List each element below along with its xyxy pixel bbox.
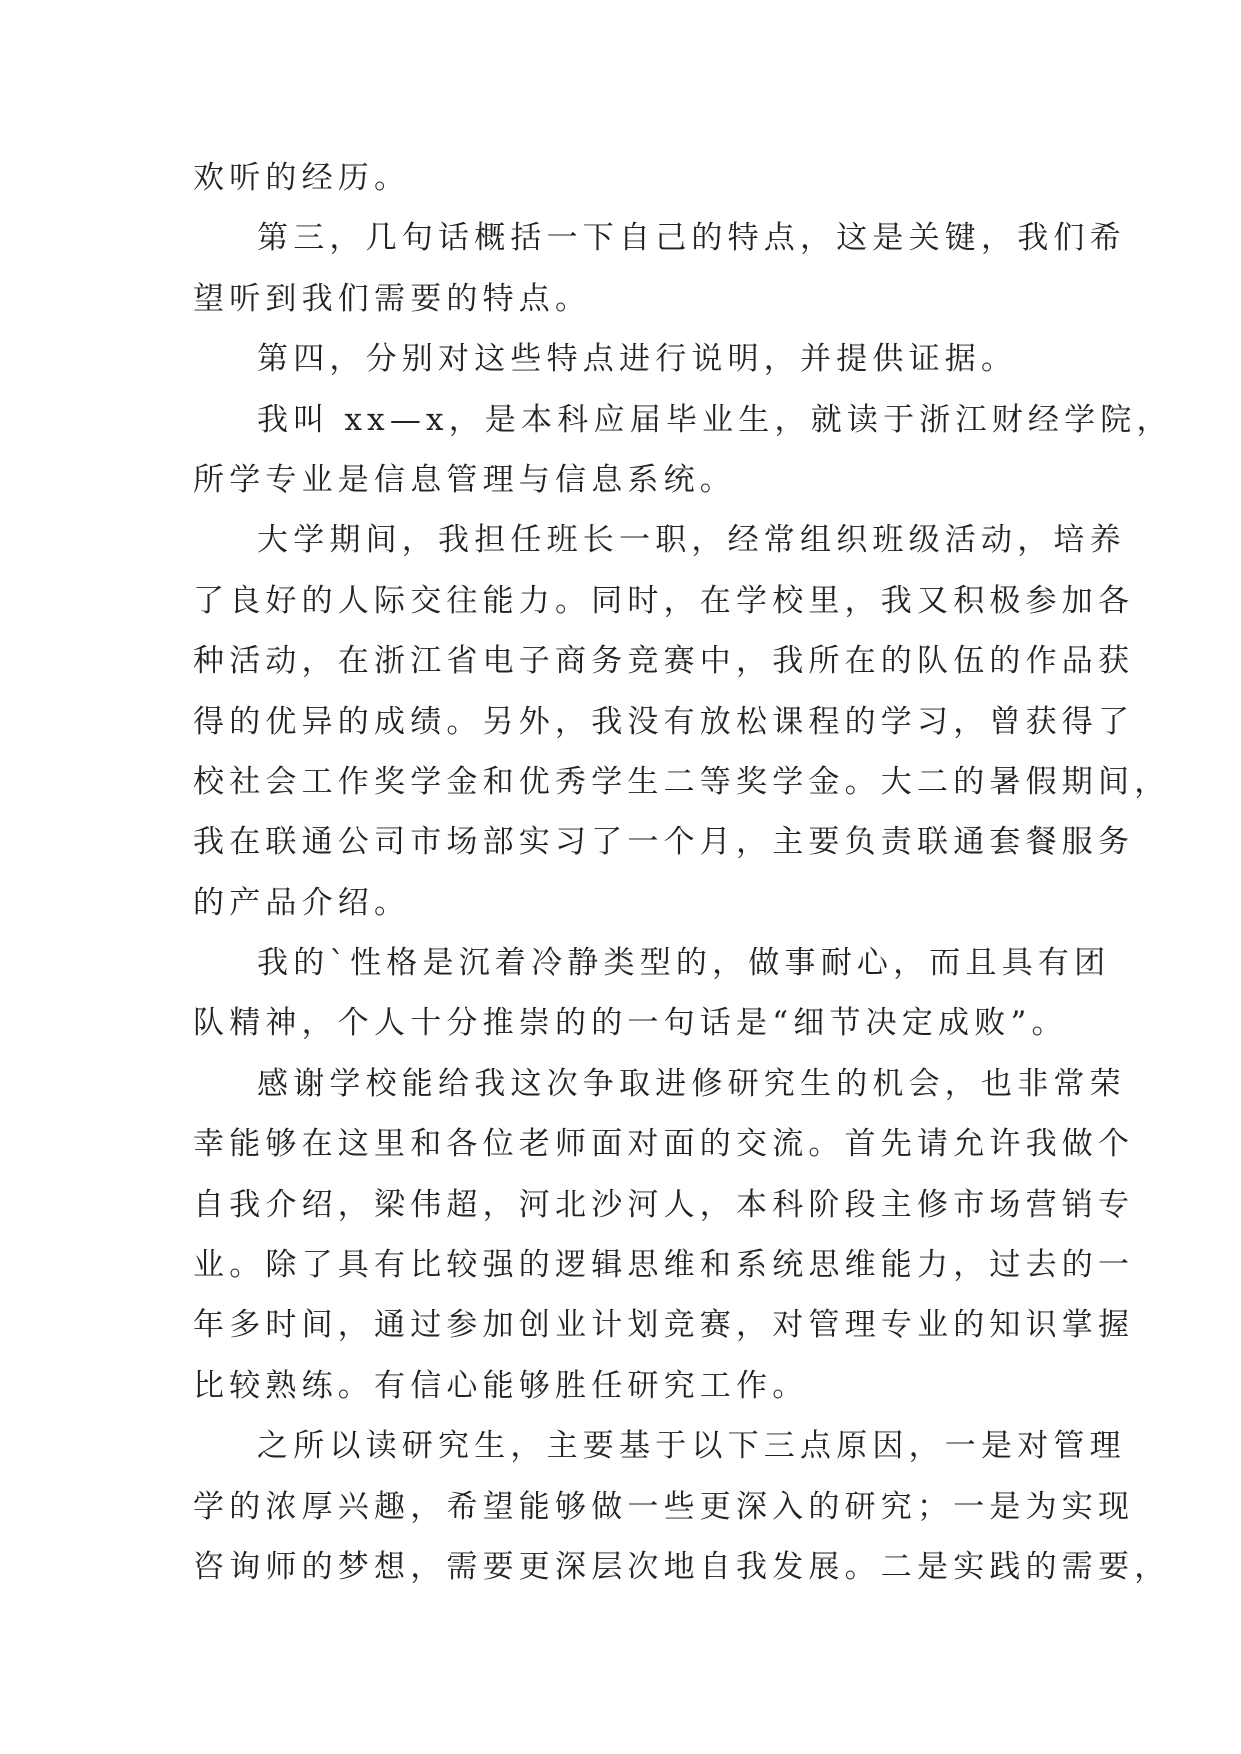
text-line: 欢听的经历。 <box>193 160 411 196</box>
text-line: 我的`性格是沉着冷静类型的，做事耐心，而且具有团 <box>257 945 1111 982</box>
text-line: 我在联通公司市场部实习了一个月，主要负责联通套餐服务 <box>193 824 1135 861</box>
text-line: 望听到我们需要的特点。 <box>193 280 592 317</box>
text-line: 第三，几句话概括一下自己的特点，这是关键，我们希 <box>257 220 1126 257</box>
text-line: 第四，分别对这些特点进行说明，并提供证据。 <box>257 341 1018 378</box>
text-line: 队精神，个人十分推崇的的一句话是“细节决定成败”。 <box>193 1005 1068 1042</box>
text-line: 年多时间，通过参加创业计划竞赛，对管理专业的知识掌握 <box>193 1307 1135 1344</box>
text-line: 所学专业是信息管理与信息系统。 <box>193 461 736 498</box>
text-line: 了良好的人际交往能力。同时，在学校里，我又积极参加各 <box>193 582 1135 619</box>
text-line: 之所以读研究生，主要基于以下三点原因，一是对管理 <box>257 1428 1126 1465</box>
text-line: 感谢学校能给我这次争取进修研究生的机会，也非常荣 <box>257 1065 1126 1102</box>
text-line: 自我介绍，梁伟超，河北沙河人，本科阶段主修市场营销专 <box>193 1186 1135 1223</box>
text-line: 得的优异的成绩。另外，我没有放松课程的学习，曾获得了 <box>193 703 1135 740</box>
text-line: 的产品介绍。 <box>193 884 411 921</box>
text-line: 幸能够在这里和各位老师面对面的交流。首先请允许我做个 <box>193 1126 1135 1163</box>
text-line: 咨询师的梦想，需要更深层次地自我发展。二是实践的需要， <box>193 1548 1171 1585</box>
text-line: 我叫 xx—x，是本科应届毕业生，就读于浙江财经学院， <box>257 401 1173 438</box>
text-line: 业。除了具有比较强的逻辑思维和系统思维能力，过去的一 <box>193 1247 1135 1284</box>
text-line: 学的浓厚兴趣，希望能够做一些更深入的研究；一是为实现 <box>193 1488 1135 1525</box>
text-line: 种活动，在浙江省电子商务竞赛中，我所在的队伍的作品获 <box>193 643 1135 680</box>
text-line: 比较熟练。有信心能够胜任研究工作。 <box>193 1367 809 1404</box>
text-line: 校社会工作奖学金和优秀学生二等奖学金。大二的暑假期间， <box>193 763 1171 800</box>
document-page <box>193 148 1173 1597</box>
text-line: 大学期间，我担任班长一职，经常组织班级活动，培养 <box>257 522 1126 559</box>
